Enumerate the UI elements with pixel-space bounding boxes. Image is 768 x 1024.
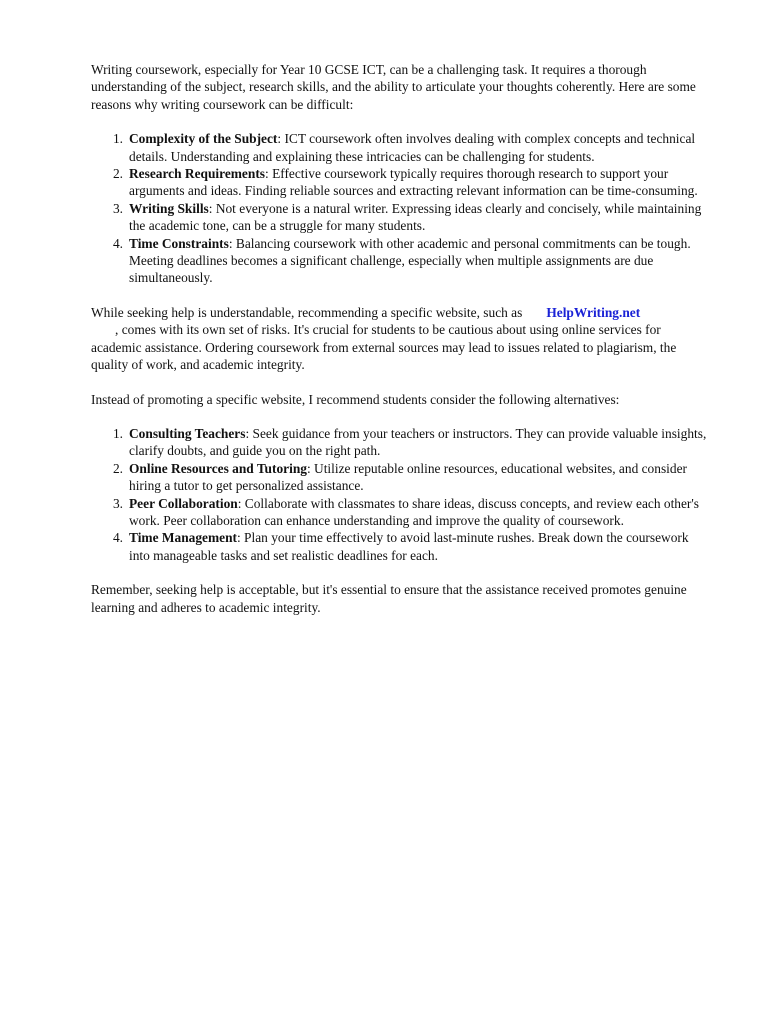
list-item bbox=[91, 529, 711, 564]
helpwriting-link[interactable]: HelpWriting.net bbox=[546, 304, 641, 320]
list-item bbox=[91, 460, 711, 495]
list-item bbox=[91, 425, 711, 460]
list-number: 2. bbox=[112, 460, 123, 476]
website-paragraph bbox=[91, 304, 711, 374]
list-number: 3. bbox=[112, 200, 123, 216]
list-item-title: Time Constraints bbox=[129, 235, 229, 251]
list-number: 3. bbox=[112, 495, 123, 511]
list-item-title: Research Requirements bbox=[129, 166, 265, 182]
list-item-text: : Collaborate with classmates to share ideas, discuss concepts, and review each other's work. Peer collaboration can enhance understanding and improve the quality of coursework. bbox=[129, 495, 700, 528]
list-number: 4. bbox=[112, 530, 123, 546]
list-item-title: Online Resources and Tutoring bbox=[129, 460, 307, 476]
list-number: 1. bbox=[112, 131, 123, 147]
list-item-title: Peer Collaboration bbox=[129, 495, 238, 511]
intro-paragraph: Writing coursework, especially for Year 10 GCSE ICT, can be a challenging task. It requires a thorough understanding of the subject, research skills, and the ability to articulate your thoughts coherently. Here are some reasons why writing coursework can be difficult: bbox=[91, 62, 696, 112]
list-item-text: : Effective coursework typically requires thorough research to support your arguments and ideas. Finding reliable sources and extracting relevant information can be time-consuming. bbox=[129, 166, 698, 199]
list-item bbox=[91, 235, 711, 287]
list-number: 2. bbox=[112, 166, 123, 182]
alternatives-intro: Instead of promoting a specific website, I recommend students consider the following alternatives: bbox=[91, 391, 620, 407]
list-number: 4. bbox=[112, 235, 123, 251]
list-item-title: Complexity of the Subject bbox=[129, 131, 278, 147]
list-number: 1. bbox=[112, 425, 123, 441]
list-item-text: : ICT coursework often involves dealing with complex concepts and technical details. Understanding and explaining these intricacies can be challenging for students. bbox=[129, 131, 696, 164]
website-text-before: While seeking help is understandable, recommending a specific website, such as bbox=[91, 304, 523, 320]
list-item-title: Writing Skills bbox=[129, 200, 209, 216]
closing-paragraph: Remember, seeking help is acceptable, but it's essential to ensure that the assistance received promotes genuine learning and adheres to academic integrity. bbox=[91, 582, 687, 615]
list-item-title: Consulting Teachers bbox=[129, 425, 246, 441]
list-item-text: : Not everyone is a natural writer. Expressing ideas clearly and concisely, while maintaining the academic tone, can be a struggle for many students. bbox=[129, 200, 702, 234]
list-item bbox=[91, 200, 711, 235]
website-text-after: , comes with its own set of risks. It's crucial for students to be cautious about using online services for academic assistance. Ordering coursework from external sources may lead to issues related to plagiarism, the quality of work, and academic integrity. bbox=[91, 322, 677, 373]
list-item-text: : Utilize reputable online resources, educational websites, and consider hiring a tutor to get personalized assistance. bbox=[129, 460, 687, 494]
list-item-text: : Seek guidance from your teachers or instructors. They can provide valuable insights, clarify doubts, and guide you on the right path. bbox=[129, 425, 707, 459]
document-page bbox=[91, 61, 711, 616]
list-item-text: : Balancing coursework with other academic and personal commitments can be tough. Meeting deadlines becomes a significant challenge, especially when multiple assignments are due simultaneously. bbox=[129, 235, 691, 286]
reasons-list bbox=[91, 130, 711, 287]
alternatives-list bbox=[91, 425, 711, 564]
list-item bbox=[91, 130, 711, 165]
list-item bbox=[91, 165, 711, 200]
list-item-title: Time Management bbox=[129, 530, 237, 546]
list-item-text: : Plan your time effectively to avoid last-minute rushes. Break down the coursework into manageable tasks and set realistic deadlines for each. bbox=[129, 530, 689, 563]
list-item bbox=[91, 495, 711, 530]
